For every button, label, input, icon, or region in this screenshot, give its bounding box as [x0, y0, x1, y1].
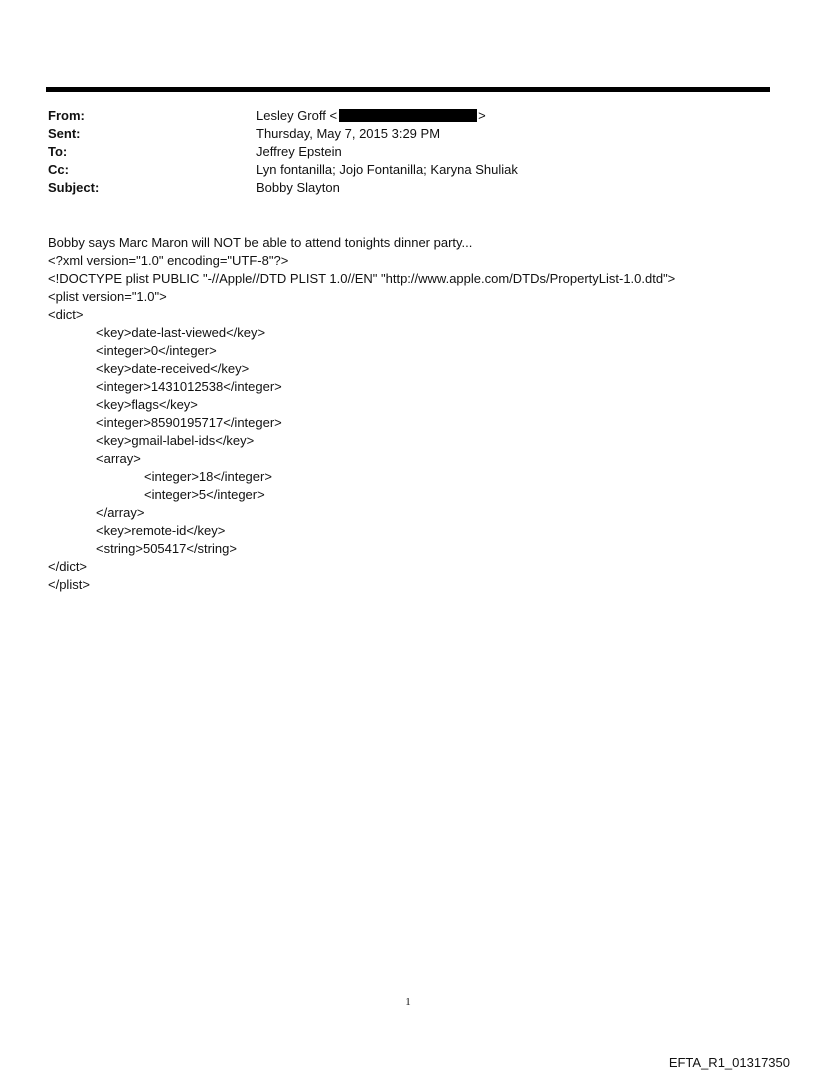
dict-open: <dict> [48, 307, 84, 322]
plist-close: </plist> [48, 577, 90, 592]
key-date-received: <key>date-received</key> [96, 361, 250, 376]
to-value: Jeffrey Epstein [256, 144, 342, 159]
integer-line: <integer>1431012538</integer> [96, 379, 282, 394]
from-open-bracket: < [329, 108, 338, 123]
from-label: From: [48, 108, 85, 123]
integer-line: <integer>0</integer> [96, 343, 217, 358]
plist-open: <plist version="1.0"> [48, 289, 167, 304]
dict-close: </dict> [48, 559, 88, 574]
doctype-line: <!DOCTYPE plist PUBLIC "-//Apple//DTD PLIST 1.0//EN" "http://www.apple.com/DTDs/PropertyList-1.0.dtd"> [48, 271, 676, 286]
key-date-last-viewed: <key>date-last-viewed</key> [96, 325, 266, 340]
string-line: <string>505417</string> [96, 541, 237, 556]
integer-line: <integer>18</integer> [144, 469, 272, 484]
document-id: EFTA_R1_01317350 [668, 1055, 790, 1070]
header-rule [46, 87, 770, 92]
subject-label: Subject: [48, 180, 100, 195]
from-value [256, 107, 486, 125]
redaction-bar [339, 109, 477, 122]
key-gmail-label-ids: <key>gmail-label-ids</key> [96, 433, 255, 448]
sent-label: Sent: [48, 126, 81, 141]
key-remote-id: <key>remote-id</key> [96, 523, 226, 538]
integer-line: <integer>8590195717</integer> [96, 415, 282, 430]
subject-value: Bobby Slayton [256, 180, 340, 195]
message-text: Bobby says Marc Maron will NOT be able to attend tonights dinner party... [48, 235, 473, 250]
key-flags: <key>flags</key> [96, 397, 198, 412]
array-close: </array> [96, 505, 145, 520]
from-close-bracket: > [478, 108, 486, 123]
to-label: To: [48, 144, 68, 159]
array-open: <array> [96, 451, 141, 466]
cc-label: Cc: [48, 162, 69, 177]
page-number: 1 [405, 996, 411, 1008]
from-name: Lesley Groff [256, 108, 326, 123]
sent-value: Thursday, May 7, 2015 3:29 PM [256, 126, 441, 141]
email-body [48, 234, 675, 594]
integer-line: <integer>5</integer> [144, 487, 265, 502]
cc-value: Lyn fontanilla; Jojo Fontanilla; Karyna Shuliak [256, 162, 518, 177]
xml-declaration: <?xml version="1.0" encoding="UTF-8"?> [48, 253, 289, 268]
